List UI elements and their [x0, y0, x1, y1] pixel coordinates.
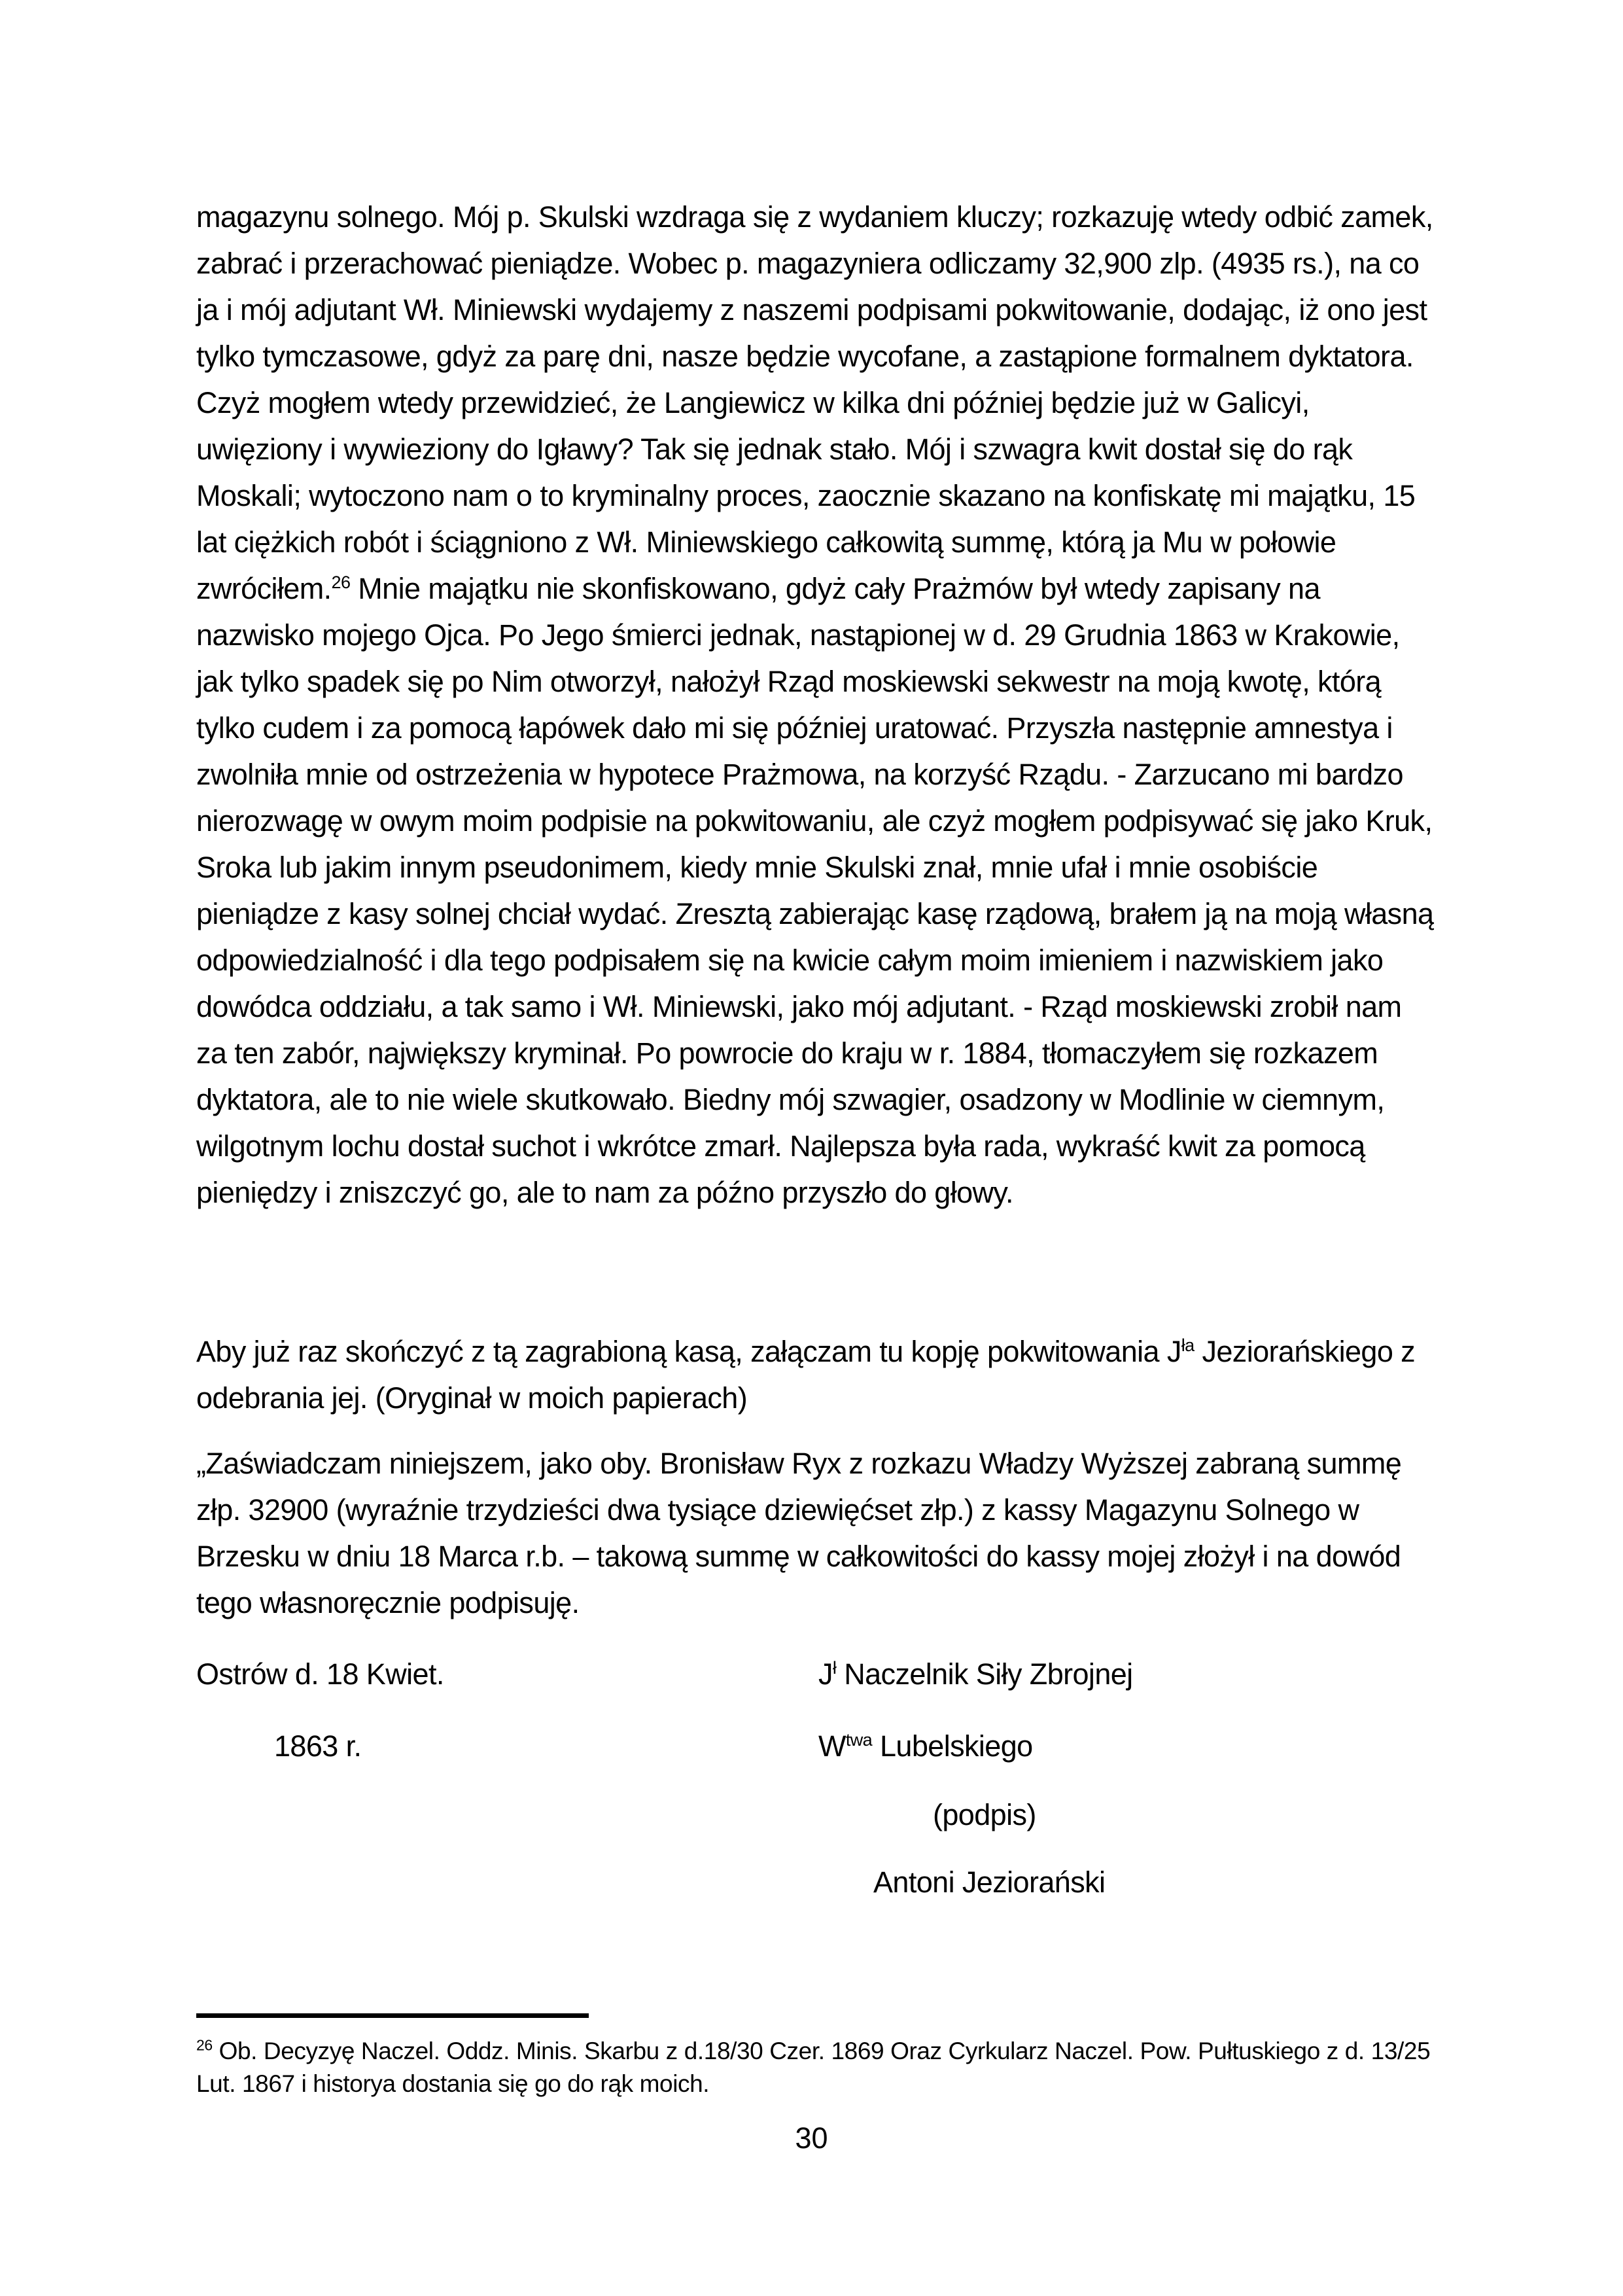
- paragraph-main-text-before-footnote: magazynu solnego. Mój p. Skulski wzdraga się z wydaniem kluczy; rozkazuję wtedy odbić zamek, zabrać i przerachować pieniądze. Wobec p. magazyniera odliczamy 32,900 zlp. (4935 rs.), na co ja i mój adjutant Wł. Miniewski wydajemy z naszemi podpisami pokwitowanie, dodając, iż ono jest tylko tymczasowe, gdyż za parę dni, nasze będzie wycofane, a zastąpione formalnem dyktatora. Czyż mogłem wtedy przewidzieć, że Langiewicz w kilka dni później będzie już w Galicyi, uwięziony i wywieziony do Igławy? Tak się jednak stało. Mój i szwagra kwit dostał się do rąk Moskali; wytoczono nam o to kryminalny proces, zaocznie skazano na konfiskatę mi majątku, 15 lat ciężkich robót i ściągniono z Wł. Miniewskiego całkowitą summę, którą ja Mu w połowie zwróciłem.: [196, 200, 1433, 605]
- signature-place-date: Ostrów d. 18 Kwiet.: [196, 1657, 444, 1691]
- footnote-separator-line: [196, 2013, 589, 2018]
- signature-title-superscript: ł: [832, 1658, 837, 1678]
- signature-region-rest: Lubelskiego: [872, 1729, 1033, 1763]
- signature-row-year-and-region: [196, 1723, 1436, 1769]
- signature-row-name: [196, 1859, 1436, 1905]
- paragraph-receipt-intro: [196, 1328, 1436, 1421]
- paragraph-receipt-intro-text-after: Jeziorańskiego z odebrania jej. (Oryginał w moich papierach): [196, 1335, 1416, 1415]
- signature-row-podpis: [196, 1792, 1436, 1838]
- footnote-reference-26: 26: [331, 573, 351, 592]
- paragraph-main: [196, 194, 1436, 1216]
- signature-region-line: [818, 1723, 1033, 1769]
- signature-title-main: J: [818, 1657, 833, 1691]
- footnote-26: [196, 2035, 1436, 2100]
- signature-title-line: [818, 1651, 1133, 1697]
- paragraph-receipt-quote: „Zaświadczam niniejszem, jako oby. Bronisław Ryx z rozkazu Władzy Wyższej zabraną summę złp. 32900 (wyraźnie trzydzieści dwa tysiące dziewięćset złp.) z kassy Magazynu Solnego w Brzesku w dniu 18 Marca r.b. – takową summę w całkowitości do kassy mojej złożył i na dowód tego własnoręcznie podpisuję.: [196, 1447, 1402, 1619]
- footnote-26-ref-number: 26: [196, 2036, 213, 2054]
- paragraph-receipt-intro-text: Aby już raz skończyć z tą zagrabioną kasą, załączam tu kopję pokwitowania J: [196, 1335, 1181, 1368]
- signature-region-main: W: [818, 1729, 846, 1763]
- signature-signer-name: Antoni Jeziorański: [873, 1865, 1106, 1899]
- signature-podpis-label: (podpis): [933, 1798, 1036, 1831]
- abbreviation-superscript-jla: ła: [1181, 1335, 1195, 1355]
- footnote-26-text: Ob. Decyzyę Naczel. Oddz. Minis. Skarbu z d.18/30 Czer. 1869 Oraz Cyrkularz Naczel. Pow. Pułtuskiego z d. 13/25 Lut. 1867 i historya dostania się go do rąk moich.: [196, 2038, 1431, 2097]
- signature-region-superscript: twa: [845, 1730, 873, 1750]
- page-number: 30: [795, 2121, 828, 2155]
- signature-row-place-and-title: [196, 1651, 1436, 1697]
- signature-year: 1863 r.: [274, 1729, 362, 1763]
- paragraph-main-text-after-footnote: Mnie majątku nie skonfiskowano, gdyż cały Prażmów był wtedy zapisany na nazwisko mojego Ojca. Po Jego śmierci jednak, nastąpionej w d. 29 Grudnia 1863 w Krakowie, jak tylko spadek się po Nim otworzył, nałożył Rząd moskiewski sekwestr na moją kwotę, którą tylko cudem i za pomocą łapówek dało mi się później uratować. Przyszła następnie amnestya i zwolniła mnie od ostrzeżenia w hypotece Prażmowa, na korzyść Rządu. - Zarzucano mi bardzo nierozwagę w owym moim podpisie na pokwitowaniu, ale czyż mogłem podpisywać się jako Kruk, Sroka lub jakim innym pseudonimem, kiedy mnie Skulski znał, mnie ufał i mnie osobiście pieniądze z kasy solnej chciał wydać. Zresztą zabierając kasę rządową, brałem ją na moją własną odpowiedzialność i dla tego podpisałem się na kwicie całym moim imieniem i nazwiskiem jako dowódca oddziału, a tak samo i Wł. Miniewski, jako mój adjutant. - Rząd moskiewski zrobił nam za ten zabór, największy kryminał. Po powrocie do kraju w r. 1884, tłomaczyłem się rozkazem dyktatora, ale to nie wiele skutkowało. Biedny mój szwagier, osadzony w Modlinie w ciemnym, wilgotnym lochu dostał suchot i wkrótce zmarł. Najlepsza była rada, wykraść kwit za pomocą pieniędzy i zniszczyć go, ale to nam za późno przyszło do głowy.: [196, 572, 1434, 1209]
- signature-title-rest: Naczelnik Siły Zbrojnej: [836, 1657, 1133, 1691]
